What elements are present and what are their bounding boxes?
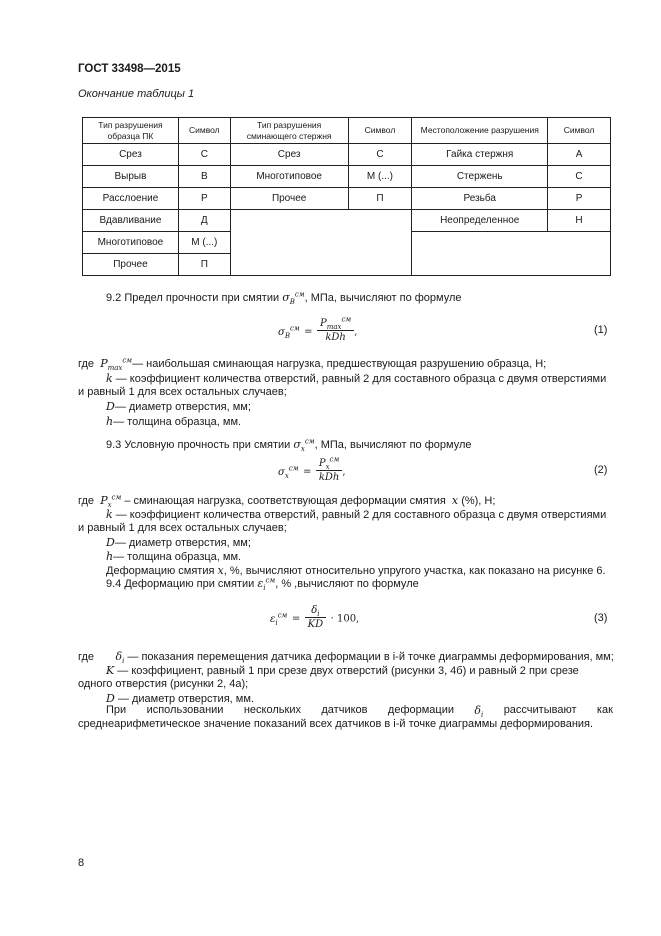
table-cell: М (...) [348, 166, 412, 188]
section-9-2-intro: 9.2 Предел прочности при смятии $\sigma_В^{см}$, МПа, вычисляют по формуле [106, 290, 462, 307]
table-cell: Р [548, 188, 611, 210]
equation-number: (2) [594, 464, 608, 476]
header-cell: Местоположение разрушения [412, 118, 548, 144]
table-1 [82, 117, 611, 276]
where-line-2-cont: и равный 1 для всех остальных случаев; [78, 386, 287, 398]
table-row [83, 144, 611, 166]
where-line-4: h— толщина образца, мм. [106, 415, 242, 428]
fraction: $\frac{P_{max}^{см}}{\text{kDh}}$ [317, 318, 354, 343]
header-cell: Тип разрушения образца ПК [83, 118, 179, 144]
empty-cell [412, 232, 611, 276]
table-cell: С [178, 144, 230, 166]
where-line-1: где $\delta_i$ — показания перемещения датчика деформации в i-й точке диаграммы деформирования, мм; [78, 650, 614, 666]
where-line-3: D— диаметр отверстия, мм; [106, 536, 251, 549]
table-cell: Гайка стержня [412, 144, 548, 166]
table-cell: Неопределенное [412, 210, 548, 232]
where-line-2-cont: одного отверстия (рисунки 2, 4а); [78, 678, 249, 690]
table-cell: А [548, 144, 611, 166]
where-line-1: где $P_{max}^{см}—$ наибольшая сминающая нагрузка, предшествующая разрушению образца, Н; [78, 356, 547, 373]
table-cell: Резьба [412, 188, 548, 210]
table-cell: Многотиповое [83, 232, 179, 254]
table-cell: Н [548, 210, 611, 232]
table-cell: С [348, 144, 412, 166]
document-header: ГОСТ 33498—2015 [78, 63, 181, 75]
where-line-2: k — коэффициент количества отверстий, равный 2 для составного образца с двумя отверстиями [106, 508, 607, 521]
table-cell: М (...) [178, 232, 230, 254]
table-cell: Срез [230, 144, 348, 166]
table-cell: Прочее [83, 254, 179, 276]
section-9-3-intro: 9.3 Условную прочность при смятии $\sigma_x^{см}$, МПа, вычисляют по формуле [106, 437, 472, 454]
table-cell: В [178, 166, 230, 188]
equation-number: (1) [594, 324, 608, 336]
table-cell: П [348, 188, 412, 210]
sigma-symbol: $\sigma_В^{см}$ [282, 290, 305, 307]
table-cell: Вдавливание [83, 210, 179, 232]
table-row [83, 210, 611, 232]
table-row [83, 166, 611, 188]
formula-3: $\varepsilon_i^{см}$ = $\frac{\delta_i}{KD}$ · 100, [270, 605, 360, 630]
table-cell: Стержень [412, 166, 548, 188]
table-cell: Срез [83, 144, 179, 166]
paragraph-line-cont: среднеарифметическое значение показаний всех датчиков в i-й точке диаграммы деформирования. [78, 718, 594, 730]
where-line-1: где $P_x^{см}$ – сминающая нагрузка, соответствующая деформации смятия x (%), Н; [78, 493, 496, 510]
table-cell: Р [178, 188, 230, 210]
where-line-2: K — коэффициент, равный 1 при срезе двух отверстий (рисунки 3, 4б) и равный 2 при срезе [106, 664, 579, 677]
fraction: $\frac{\delta_i}{KD}$ [305, 605, 327, 630]
paragraph-line: При использовании нескольких датчиков деформации $\delta_i$ рассчитывают как [106, 704, 613, 720]
table-caption: Окончание таблицы 1 [78, 88, 195, 100]
table-cell: Расслоение [83, 188, 179, 210]
header-cell: Тип разрушения сминающего стержня [230, 118, 348, 144]
header-cell: Символ [178, 118, 230, 144]
table-cell: П [178, 254, 230, 276]
table-cell: Вырыв [83, 166, 179, 188]
table-cell: Многотиповое [230, 166, 348, 188]
where-line-3: D — диаметр отверстия, мм. [106, 692, 254, 705]
sigma-symbol: $\sigma_x^{см}$ [293, 437, 315, 454]
where-line-2-cont: и равный 1 для всех остальных случаев; [78, 522, 287, 534]
page-number: 8 [78, 857, 85, 869]
table-cell: С [548, 166, 611, 188]
deformation-definition: Деформацию смятия x, %, вычисляют относительно упругого участка, как показано на рисунке 6. [106, 564, 606, 577]
where-line-4: h— толщина образца, мм. [106, 550, 242, 563]
table-cell: Д [178, 210, 230, 232]
table-header-row [83, 118, 611, 144]
formula-1: $\sigma_В^{см}$ = $\frac{P_{max}^{см}}{\text{kDh}}$ , [278, 315, 358, 343]
where-line-3: D— диаметр отверстия, мм; [106, 400, 251, 413]
where-line-2: k — коэффициент количества отверстий, равный 2 для составного образца с двумя отверстиями [106, 372, 607, 385]
header-cell: Символ [348, 118, 412, 144]
header-cell: Символ [548, 118, 611, 144]
table-row [83, 188, 611, 210]
equation-number: (3) [594, 612, 608, 624]
empty-cell [230, 210, 412, 276]
fraction: $\frac{P_x^{см}}{\text{kDh}}$ [316, 458, 343, 483]
table-cell: Прочее [230, 188, 348, 210]
formula-2: $\sigma_x^{см}$ = $\frac{P_x^{см}}{\text{kDh}}$ , [278, 455, 346, 483]
section-9-4-intro: 9.4 Деформацию при смятии $\varepsilon_i^{см}$, % ,вычисляют по формуле [106, 576, 419, 593]
